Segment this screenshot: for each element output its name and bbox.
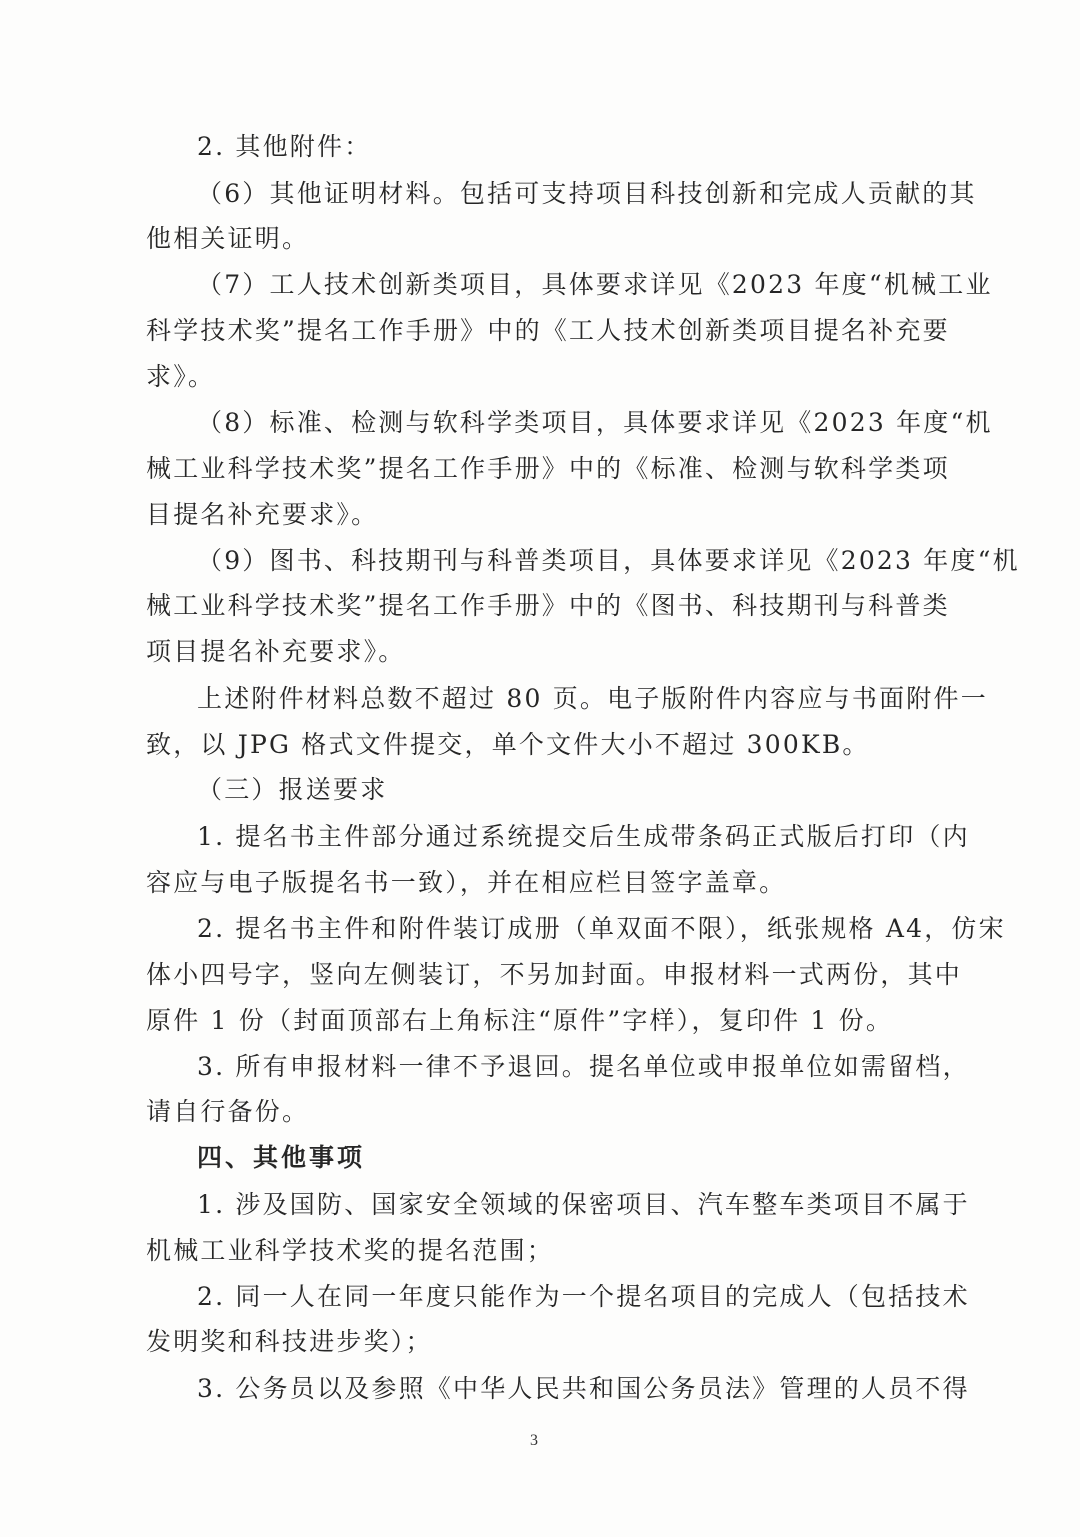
text-line-item-6: （6）其他证明材料。包括可支持项目科技创新和完成人贡献的其 — [197, 179, 977, 208]
text-line-item-9-cont: 械工业科学技术奖”提名工作手册》中的《图书、科技期刊与科普类 — [146, 591, 950, 620]
text-line-item-7-end: 求》。 — [146, 362, 216, 391]
text-line-matter-2: 2. 同一人在同一年度只能作为一个提名项目的完成人（包括技术 — [197, 1282, 970, 1311]
text-line-item-8: （8）标准、检测与软科学类项目，具体要求详见《2023 年度“机 — [197, 408, 993, 437]
text-line-page-limit: 上述附件材料总数不超过 80 页。电子版附件内容应与书面附件一 — [197, 684, 988, 713]
section-heading-other-matters: 四、其他事项 — [197, 1143, 366, 1172]
text-line-item-8-cont: 械工业科学技术奖”提名工作手册》中的《标准、检测与软科学类项 — [146, 454, 950, 483]
section-heading-submission-requirements: （三）报送要求 — [197, 775, 388, 804]
text-line-requirement-1-cont: 容应与电子版提名书一致），并在相应栏目签字盖章。 — [146, 868, 787, 897]
text-line-item-6-cont: 他相关证明。 — [146, 224, 310, 253]
page-number: 3 — [530, 1432, 538, 1449]
text-line-matter-2-cont: 发明奖和科技进步奖）； — [146, 1327, 433, 1356]
text-line-requirement-2-cont: 体小四号字，竖向左侧装订，不另加封面。申报材料一式两份，其中 — [146, 960, 963, 989]
text-line-matter-1-cont: 机械工业科学技术奖的提名范围； — [146, 1236, 555, 1265]
text-line-requirement-2: 2. 提名书主件和附件装订成册（单双面不限），纸张规格 A4，仿宋 — [197, 914, 1006, 943]
text-line-requirement-2-end: 原件 1 份（封面顶部右上角标注“原件”字样），复印件 1 份。 — [146, 1006, 894, 1035]
text-line-item-9: （9）图书、科技期刊与科普类项目，具体要求详见《2023 年度“机 — [197, 546, 1020, 575]
text-line-item-8-end: 目提名补充要求》。 — [146, 500, 379, 529]
text-line-item-7-cont: 科学技术奖”提名工作手册》中的《工人技术创新类项目提名补充要 — [146, 316, 950, 345]
text-line-page-limit-cont: 致，以 JPG 格式文件提交，单个文件大小不超过 300KB。 — [146, 730, 870, 759]
text-line-requirement-3-cont: 请自行备份。 — [146, 1097, 310, 1126]
text-line-other-attachments: 2. 其他附件： — [197, 132, 372, 161]
text-line-item-9-end: 项目提名补充要求》。 — [146, 637, 406, 666]
text-line-matter-1: 1. 涉及国防、国家安全领域的保密项目、汽车整车类项目不属于 — [197, 1190, 970, 1219]
text-line-item-7: （7）工人技术创新类项目，具体要求详见《2023 年度“机械工业 — [197, 270, 993, 299]
text-line-requirement-1: 1. 提名书主件部分通过系统提交后生成带条码正式版后打印（内 — [197, 822, 970, 851]
text-line-requirement-3: 3. 所有申报材料一律不予退回。提名单位或申报单位如需留档， — [197, 1052, 970, 1081]
text-line-matter-3: 3. 公务员以及参照《中华人民共和国公务员法》管理的人员不得 — [197, 1374, 970, 1403]
